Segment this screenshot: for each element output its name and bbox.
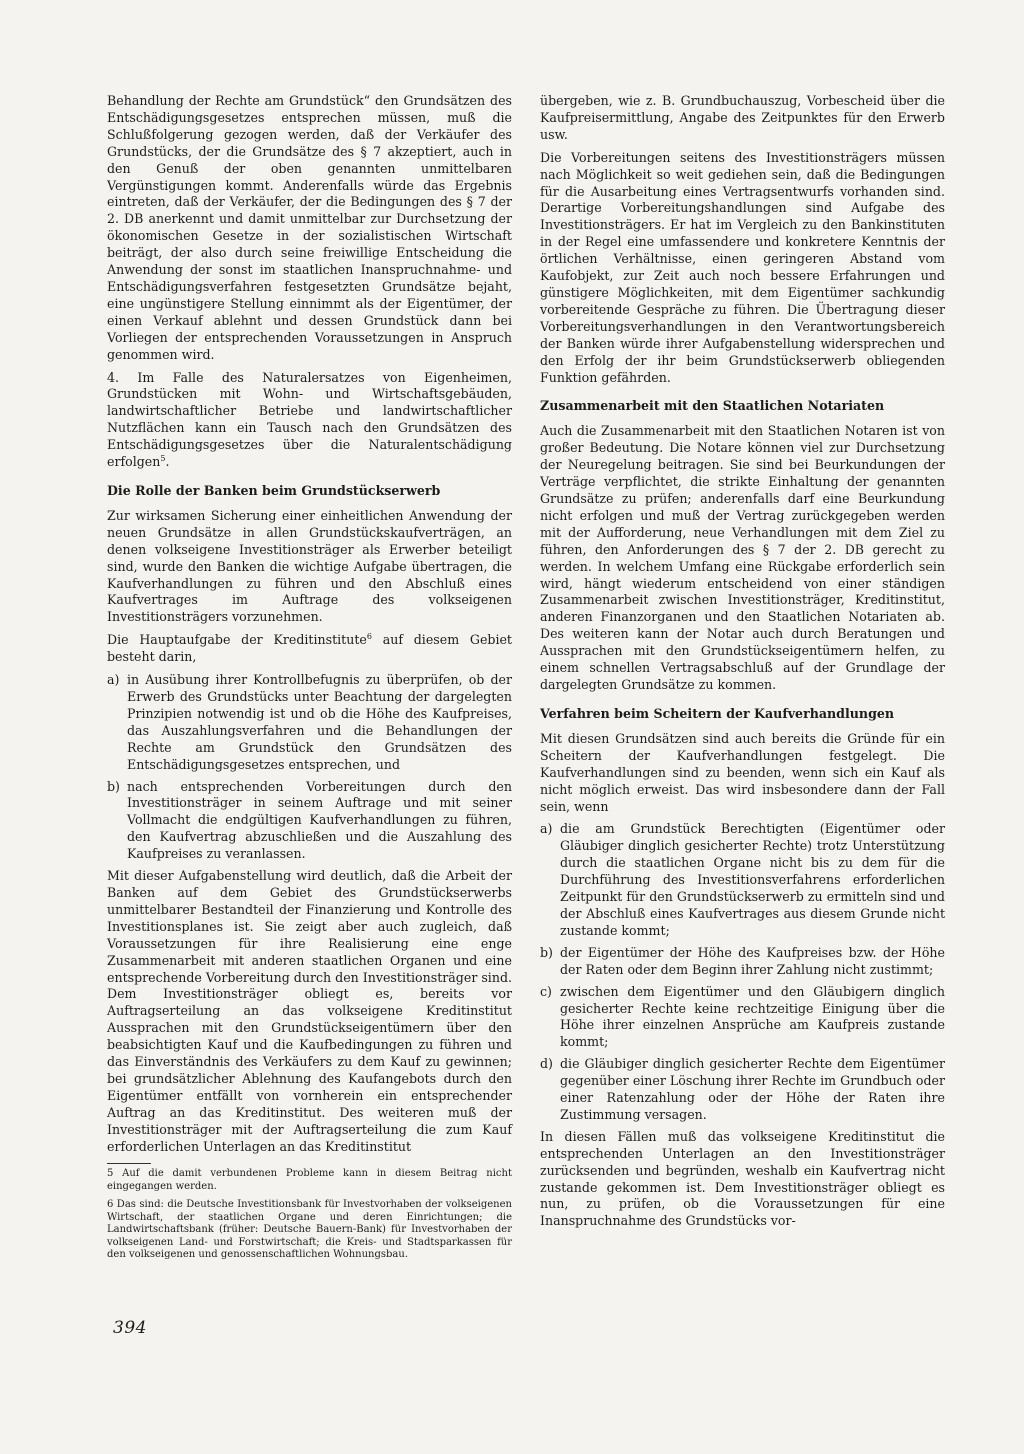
right-column — [540, 93, 945, 1236]
paragraph: In diesen Fällen muß das volkseigene Kreditinstitut die entsprechenden Unterlagen an den Investitionsträger zurücksenden und begründen, weshalb ein Kaufvertrag nicht zustande gekommen ist. Dem Investitionsträger obliegt es nun, zu prüfen, ob die Voraussetzungen für eine Inanspruchnahme des Grundstücks vor- — [540, 1128, 945, 1229]
paragraph — [107, 370, 512, 471]
paragraph: übergeben, wie z. B. Grundbuchauszug, Vorbescheid über die Kaufpreisermittlung, Angabe des Zeitpunktes für den Erwerb usw. — [540, 93, 945, 142]
paragraph-text: Die Hauptaufgabe der Kreditinstitute — [107, 632, 367, 648]
paragraph: Die Vorbereitungen seitens des Investitionsträgers müssen nach Möglichkeit so weit gediehen sein, daß die Bedingungen für die Ausarbeitung eines Vertragsentwurfs vorhanden sind. Derartige Vorbereitungshandlungen sind Aufgabe des Investitionsträgers. Er hat im Vergleich zu den Bankinstituten in der Regel eine umfassendere und konkretere Kenntnis der örtlichen Verhältnisse, einen geringeren Abstand vom Kaufobjekt, zur Zeit auch noch bessere Erfahrungen und günstigere Möglichkeiten, mit dem Eigentümer sachkundig vorbereitende Gespräche zu führen. Die Übertragung dieser Vorbereitungsverhandlungen in den Verantwortungsbereich der Banken würde ihrer Aufgabenstellung widersprechen und den Erfolg der ihr beim Grundstückserwerb obliegenden Funktion gefährden. — [540, 149, 945, 385]
list-text: nach entsprechenden Vorbereitungen durch den Investitionsträger in seinem Auftrage und mit seiner Vollmacht die endgültigen Kaufverhandlungen zu führen, den Kaufvertrag abzuschließen und die Auszahlung des Kaufpreises zu veranlassen. — [127, 778, 512, 862]
paragraph-text: 4. Im Falle des Naturalersatzes von Eigenheimen, Grundstücken mit Wohn- und Wirtschaftsgebäuden, landwirtschaftlicher Betriebe und landwirtschaftlicher Nutzflächen kann ein Tausch nach den Grundsätzen des Entschädigungsgesetzes über die Naturalentschädigung erfolgen — [107, 369, 512, 470]
footnote-divider — [107, 1163, 151, 1164]
section-heading: Verfahren beim Scheitern der Kaufverhandlungen — [540, 705, 895, 721]
list-marker: d) — [540, 1056, 553, 1072]
list-item — [540, 821, 945, 939]
list-marker: a) — [540, 821, 553, 837]
section-heading: Zusammenarbeit mit den Staatlichen Notariaten — [540, 398, 885, 414]
list-item — [540, 1056, 945, 1124]
list-text: zwischen dem Eigentümer und den Gläubigern dinglich gesicherter Rechte keine rechtzeitige Einigung über die Höhe ihrer einzelnen Ansprüche am Kaufpreis zustande kommt; — [560, 983, 945, 1050]
list-marker: b) — [540, 944, 553, 960]
list-item — [107, 779, 512, 864]
section-heading: Die Rolle der Banken beim Grundstückserwerb — [107, 482, 441, 498]
list-text: in Ausübung ihrer Kontrollbefugnis zu überprüfen, ob der Erwerb des Grundstücks unter Beachtung der dargelegten Prinzipien notwendig ist und ob die Höhe des Kaufpreises, das Auszahlungsverfahren und die Behandlungen der Rechte am Grundstück den Grundsätzen des Entschädigungsgesetzes entsprechen, und — [127, 672, 512, 772]
footnote: 6 Das sind: die Deutsche Investitionsbank für Investvorhaben der volkseigenen Wirtschaft, der staatlichen Organe und deren Einrichtungen; die Landwirtschaftsbank (früher: Deutsche Bauern-Bank) für Investvorhaben der volkseigenen Land- und Forstwirtschaft; die Kreis- und Stadtsparkassen für den volkseigenen und genossenschaftlichen Wohnungsbau. — [107, 1199, 512, 1260]
left-column — [107, 93, 512, 1267]
list-marker: b) — [107, 778, 120, 794]
list-item — [540, 984, 945, 1052]
footnote: 5 Auf die damit verbundenen Probleme kann in diesem Beitrag nicht eingegangen werden. — [107, 1168, 512, 1192]
paragraph — [107, 632, 512, 666]
list-text: die am Grundstück Berechtigten (Eigentümer oder Gläubiger dinglich gesicherter Rechte) trotz Unterstützung durch die staatlichen Organe nicht bis zu dem für die Durchführung des Investitionsverfahrens erforderlichen Zeitpunkt für den Grundstückserwerb zu ermitteln sind und der Abschluß eines Kaufvertrages aus diesem Grunde nicht zustande kommt; — [560, 821, 945, 938]
paragraph: Zur wirksamen Sicherung einer einheitlichen Anwendung der neuen Grundsätze in allen Grundstückskaufverträgen, an denen volkseigene Investitionsträger als Erwerber beteiligt sind, wurde den Banken die wichtige Aufgabe übertragen, die Kaufverhandlungen zu führen und den Abschluß eines Kaufvertrages im Auftrage des volkseigenen Investitionsträgers vorzunehmen. — [107, 507, 512, 625]
list-item — [540, 945, 945, 979]
paragraph: Behandlung der Rechte am Grundstück“ den Grundsätzen des Entschädigungsgesetzes entsprechen müssen, muß die Schlußfolgerung gezogen werden, daß der Verkäufer des Grundstücks, der die Grundsätze des § 7 akzeptiert, auch in den Genuß der oben genannten unmittelbaren Vergünstigungen kommt. Anderenfalls würde das Ergebnis eintreten, daß der Verkäufer, der die Bedingungen des § 7 der 2. DB anerkennt und damit unmittelbar zur Durchsetzung der ökonomischen Gesetze in der sozialistischen Wirtschaft beiträgt, der also durch seine freiwillige Entscheidung die Anwendung der sonst im staatlichen Inanspruchnahme- und Entschädigungsverfahren festgesetzten Grundsätze bejaht, eine ungünstigere Stellung einnimmt als der Eigentümer, der einen Verkauf ablehnt und dessen Grundstück dann bei Vorliegen der entsprechenden Voraussetzungen in Anspruch genommen wird. — [107, 93, 512, 362]
list-marker: c) — [540, 983, 552, 999]
footnote-marker: 5 — [160, 453, 166, 463]
paragraph: Mit dieser Aufgabenstellung wird deutlich, daß die Arbeit der Banken auf dem Gebiet des Grundstückserwerbs unmittelbarer Bestandteil der Finanzierung und Kontrolle des Investitionsplanes ist. Sie zeigt aber auch zugleich, daß Voraussetzungen für ihre Realisierung eine enge Zusammenarbeit mit anderen staatlichen Organen und eine entsprechende Vorbereitung durch den Investitionsträger sind. Dem Investitionsträger obliegt es, bereits vor Auftragserteilung an das volkseigene Kreditinstitut Aussprachen mit den Grundstückseigentümern über den beabsichtigten Kauf und die Kaufbedingungen zu führen und das Einverständnis des Verkäufers zu dem Kauf zu gewinnen; bei grundsätzlicher Ablehnung des Kaufangebots durch den Eigentümer entfällt von vornherein ein entsprechender Auftrag an das Kreditinstitut. Des weiteren muß der Investitionsträger mit der Auftragserteilung die zum Kauf erforderlichen Unterlagen an das Kreditinstitut — [107, 868, 513, 1154]
footnote-marker: 6 — [366, 632, 372, 642]
paragraph: Mit diesen Grundsätzen sind auch bereits die Gründe für ein Scheitern der Kaufverhandlungen festgelegt. Die Kaufverhandlungen sind zu beenden, wenn sich ein Kauf als nicht möglich erweist. Das wird insbesondere dann der Fall sein, wenn — [540, 730, 945, 814]
list-text: der Eigentümer der Höhe des Kaufpreises bzw. der Höhe der Raten oder dem Beginn ihrer Zahlung nicht zustimmt; — [560, 944, 945, 977]
paragraph-text: auf diesem Gebiet besteht darin, — [107, 632, 512, 665]
list-marker: a) — [107, 672, 120, 688]
paragraph: Auch die Zusammenarbeit mit den Staatlichen Notaren ist von großer Bedeutung. Die Notare können viel zur Durchsetzung der Neuregelung beitragen. Sie sind bei Beurkundungen der Verträge verpflichtet, die strikte Einhaltung der genannten Grundsätze zu prüfen; anderenfalls darf eine Beurkundung nicht erfolgen und muß der Vertrag zurückgegeben werden mit der Aufforderung, neue Verhandlungen mit dem Ziel zu führen, den Anforderungen des § 7 der 2. DB gerecht zu werden. In welchem Umfang eine Rückgabe erforderlich sein wird, hängt wiederum entscheidend von einer ständigen Zusammenarbeit zwischen Investitionsträger, Kreditinstitut, anderen Finanzorganen und den Staatlichen Notariaten ab. Des weiteren kann der Notar auch durch Beratungen und Aussprachen mit den Grundstückseigentümern helfen, zu einem schnellen Vertragsabschluß auf der Grundlage der dargelegten Grundsätze zu kommen. — [540, 423, 945, 692]
page-number: 394 — [113, 1318, 147, 1338]
list-text: die Gläubiger dinglich gesicherter Rechte dem Eigentümer gegenüber einer Löschung ihrer Rechte im Grundbuch oder einer Ratenzahlung oder der Höhe der Raten ihre Zustimmung versagen. — [560, 1056, 945, 1122]
paragraph-text: . — [165, 454, 170, 470]
list-item — [107, 672, 512, 773]
